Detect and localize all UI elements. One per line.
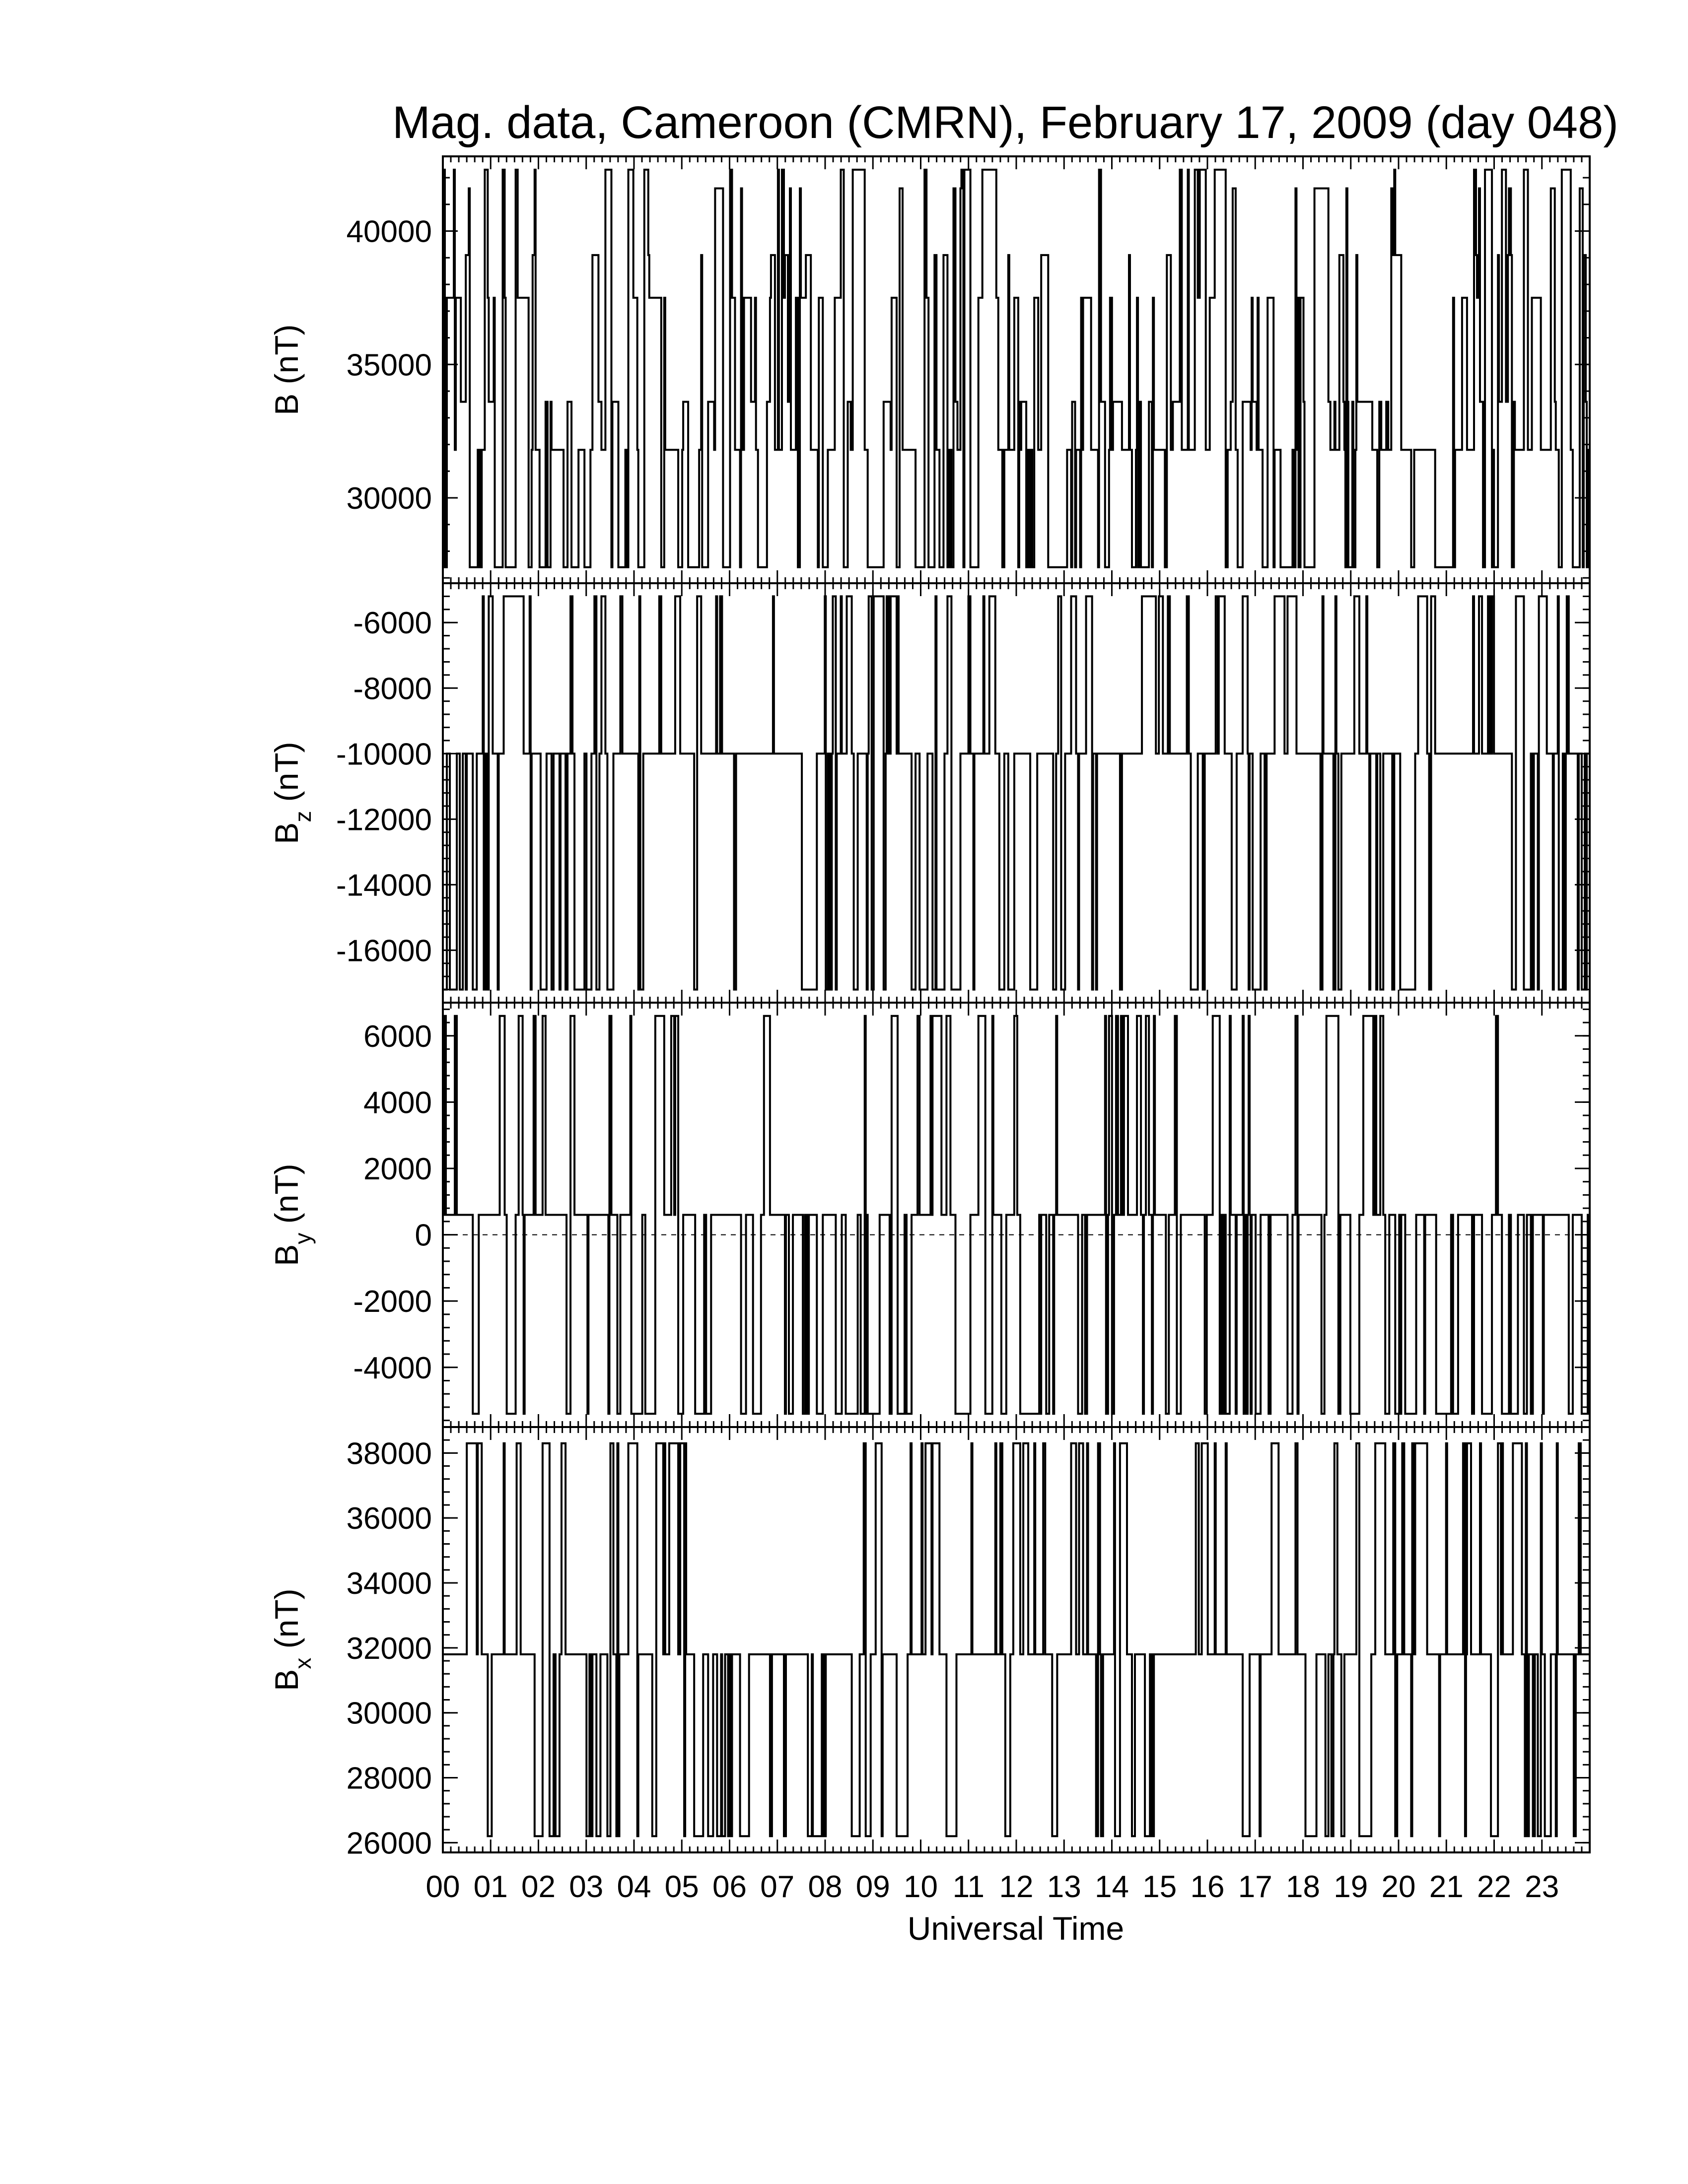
y-tick-label: 4000: [363, 1086, 432, 1120]
y-tick-label: -16000: [336, 934, 432, 968]
y-tick-label: -14000: [336, 868, 432, 903]
x-tick-label: 13: [1047, 1870, 1081, 1904]
y-tick-label: 36000: [346, 1502, 432, 1536]
y-label-unit: (nT): [268, 742, 305, 811]
x-tick-label: 03: [569, 1870, 604, 1904]
x-tick-label: 16: [1190, 1870, 1225, 1904]
y-tick-label: 34000: [346, 1567, 432, 1601]
y-tick-label: 40000: [346, 214, 432, 249]
panel-bz-y-axis-label: [268, 742, 316, 844]
y-tick-label: -6000: [353, 606, 432, 641]
panel-bx: [268, 1427, 1590, 1860]
panel-by: [268, 1003, 1590, 1427]
x-tick-label: 06: [712, 1870, 747, 1904]
y-tick-label: 30000: [346, 1696, 432, 1731]
y-label-subscript: x: [290, 1657, 316, 1669]
y-tick-label: 0: [415, 1218, 432, 1253]
panel-bx-frame: [443, 1427, 1590, 1852]
panel-bx-trace: [443, 1443, 1590, 1837]
panels-group: [268, 156, 1590, 1860]
x-tick-label: 21: [1429, 1870, 1464, 1904]
panel-by-y-axis-label: [268, 1163, 316, 1266]
x-tick-labels: [426, 1870, 1559, 1904]
y-tick-label: 28000: [346, 1761, 432, 1796]
x-tick-label: 01: [473, 1870, 508, 1904]
y-label-subscript: y: [290, 1232, 316, 1244]
x-tick-label: 15: [1142, 1870, 1177, 1904]
x-tick-label: 23: [1525, 1870, 1559, 1904]
y-tick-label: 26000: [346, 1826, 432, 1861]
panel-bx-y-axis-label: [268, 1588, 316, 1691]
y-tick-label: -12000: [336, 803, 432, 837]
y-label-main: B: [268, 822, 305, 844]
y-label-main: B: [268, 393, 305, 415]
y-label-unit: (nT): [268, 324, 305, 394]
y-tick-label: -4000: [353, 1351, 432, 1385]
y-tick-label: 30000: [346, 481, 432, 516]
y-label-unit: (nT): [268, 1588, 305, 1658]
y-label-main: B: [268, 1244, 305, 1266]
y-tick-label: 35000: [346, 348, 432, 383]
panel-bz: [268, 583, 1590, 1003]
panel-b-y-axis-label: [268, 324, 305, 415]
x-tick-label: 09: [855, 1870, 890, 1904]
panel-b-trace: [443, 170, 1590, 567]
y-tick-label: -2000: [353, 1285, 432, 1319]
y-tick-label: -10000: [336, 737, 432, 772]
y-label-subscript: z: [290, 811, 316, 822]
y-tick-label: 32000: [346, 1631, 432, 1666]
x-tick-label: 22: [1477, 1870, 1511, 1904]
y-label-main: B: [268, 1669, 305, 1691]
y-tick-label: 6000: [363, 1019, 432, 1054]
y-tick-label: 2000: [363, 1152, 432, 1186]
x-axis-label: Universal Time: [907, 1910, 1125, 1947]
x-tick-label: 08: [808, 1870, 843, 1904]
x-tick-label: 07: [760, 1870, 795, 1904]
x-tick-label: 12: [999, 1870, 1034, 1904]
x-tick-label: 18: [1286, 1870, 1320, 1904]
x-tick-label: 02: [521, 1870, 556, 1904]
x-tick-label: 11: [952, 1870, 985, 1904]
x-tick-label: 19: [1334, 1870, 1368, 1904]
x-tick-label: 17: [1238, 1870, 1272, 1904]
panel-bz-trace: [443, 596, 1590, 989]
x-tick-label: 14: [1095, 1870, 1129, 1904]
y-tick-label: 38000: [346, 1436, 432, 1471]
x-tick-label: 00: [425, 1870, 460, 1904]
panel-b-frame: [443, 156, 1590, 583]
y-tick-label: -8000: [353, 672, 432, 706]
x-tick-label: 05: [664, 1870, 699, 1904]
chart-title: Mag. data, Cameroon (CMRN), February 17, 2009 (day 048): [392, 97, 1618, 148]
y-label-unit: (nT): [268, 1163, 305, 1233]
x-tick-label: 20: [1381, 1870, 1416, 1904]
panel-b: [268, 156, 1590, 583]
x-tick-label: 04: [617, 1870, 651, 1904]
panel-by-trace: [443, 1016, 1590, 1414]
x-tick-label: 10: [904, 1870, 938, 1904]
